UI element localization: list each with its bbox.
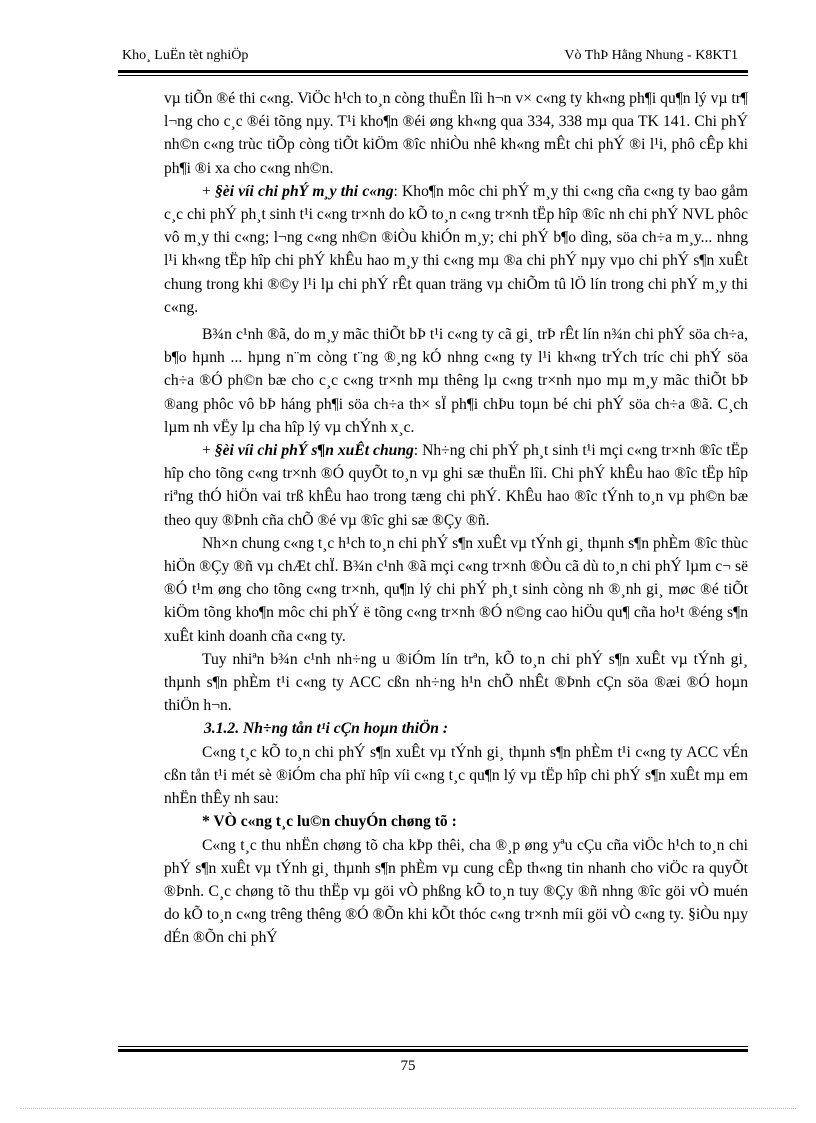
header-right: Vò ThÞ Hằng Nhung - K8KT1: [564, 48, 738, 63]
paragraph: vµ tiÕn ®é thi c«ng. ViÖc h¹ch to¸n còng thuËn lîi h¬n v× c«ng ty kh«ng ph¶i qu¶n lý vµ tr¶ l¬ng cho c¸c ®éi tõng nµy. T¹i kho¶n ®éi øng kh«ng qua 334, 338 mµ qua TK 141. Chi phÝ nh©n c«ng trùc tiÕp còng tiÕt kiÖm ®îc nhiÒu nhê kh«ng mÊt chi phÝ ®i l¹i, phô cÊp khi ph¶i ®i xa cho c«ng nh©n.: [164, 90, 748, 177]
paragraph-emphasis: §èi víi chi phÝ s¶n xuÊt chung: [214, 442, 414, 460]
page-number: 75: [400, 1058, 416, 1074]
paragraph: C«ng t¸c kÕ to¸n chi phÝ s¶n xuÊt vµ tÝnh gi¸ thµnh s¶n phÈm t¹i c«ng ty ACC vÉn cßn tån t¹i mét sè ®iÓm cha phï hîp víi c«ng t¸c qu¶n lý vµ tËp hîp chi phÝ s¶n xuÊt mµ em nhËn thÊy nh sau:: [164, 743, 748, 808]
paragraph-emphasis: §èi víi chi phÝ m¸y thi c«ng: [215, 182, 394, 200]
header-left: Kho¸ LuËn tèt nghiÖp: [122, 48, 249, 63]
paragraph: Nh×n chung c«ng t¸c h¹ch to¸n chi phÝ s¶n xuÊt vµ tÝnh gi¸ thµnh s¶n phÈm ®îc thùc hiÖn ®Çy ®ñ vµ chÆt chÏ. B¾n c¹nh ®ã mçi c«ng tr×nh ®Òu cã dù to¸n chi phÝ lµm c¬ së ®Ó t¹m øng cho tõng c«ng tr×nh, qu¶n lý chi phÝ ph¸t sinh còng nh ®¸nh gi¸ møc ®é tiÕt kiÖm tõng kho¶n môc chi phÝ ë tõng c«ng tr×nh ®Ó n©ng cao hiÖu qu¶ cña ho¹t ®éng s¶n xuÊt kinh doanh cña c«ng ty.: [164, 534, 748, 645]
paragraph: + §èi víi chi phÝ s¶n xuÊt chung: Nh÷ng chi phÝ ph¸t sinh t¹i mçi c«ng tr×nh ®îc tËp hîp cho tõng c«ng tr×nh ®Ó quyÕt to¸n vµ ghi sæ thuËn lîi. Chi phÝ khÊu hao ®îc tËp hîp riªng thÓ hiÖn vai trß khÊu hao trong tæng chi phÝ. KhÊu hao ®îc tÝnh to¸n vµ ph©n bæ theo quy ®Þnh cña chÕ ®é vµ ®îc ghi sæ ®Çy ®ñ.: [164, 442, 748, 529]
header-rule: [118, 70, 748, 76]
paragraph: + §èi víi chi phÝ m¸y thi c«ng: Kho¶n môc chi phÝ m¸y thi c«ng cña c«ng ty bao gåm c¸c chi phÝ ph¸t sinh t¹i c«ng tr×nh do kÕ to¸n c«ng tr×nh tËp hîp ®îc nh chi phÝ NVL phôc vô m¸y thi c«ng; l¬ng c«ng nh©n ®iÒu khiÓn m¸y; chi phÝ b¶o dìng, söa ch÷a m¸y... nhng l¹i kh«ng tËp hîp chi phÝ khÊu hao m¸y thi c«ng mµ ®a chi phÝ nµy vµo chi phÝ s¶n xuÊt chung trong khi ®©y l¹i lµ chi phÝ rÊt quan träng vµ chiÕm tû lÖ lín trong chi phÝ m¸y thi c«ng.: [164, 182, 749, 316]
footer-rule: [118, 1046, 748, 1052]
paragraph: Tuy nhiªn b¾n c¹nh nh÷ng u ®iÓm lín trªn, kÕ to¸n chi phÝ s¶n xuÊt vµ tÝnh gi¸ thµnh s¶n phÈm t¹i c«ng ty ACC cßn nh÷ng h¹n chÕ nhÊt ®Þnh cÇn söa ®æi ®Ó hoµn thiÖn h¬n.: [164, 650, 748, 715]
sub-heading: * VÒ c«ng t¸c lu©n chuyÓn chøng tõ :: [202, 813, 457, 831]
page-edge: [20, 1108, 796, 1109]
section-heading: 3.1.2. Nh÷ng tån t¹i cÇn hoµn thiÖn :: [204, 720, 449, 738]
paragraph: C«ng t¸c thu nhËn chøng tõ cha kÞp thêi, cha ®¸p øng yªu cÇu cña viÖc h¹ch to¸n chi phÝ s¶n xuÊt vµ tÝnh gi¸ thµnh s¶n phÈm vµ cung cÊp th«ng tin nhanh cho viÖc ra quyÕt ®Þnh. C¸c chøng tõ thu thËp vµ göi vÒ phßng kÕ to¸n tuy ®Çy ®ñ nhng ®îc göi vÒ muén do kÕ to¸n c«ng trêng thêng ®Ó ®Õn khi kÕt thóc c«ng tr×nh míi göi vÒ c«ng ty. §iÒu nµy dÉn ®Õn chi phÝ: [164, 836, 748, 947]
paragraph: B¾n c¹nh ®ã, do m¸y mãc thiÕt bÞ t¹i c«ng ty cã gi¸ trÞ rÊt lín n¾n chi phÝ söa ch÷a, b¶o hµnh ... hµng n¨m còng t¨ng ®¸ng kÓ nhng c«ng ty l¹i kh«ng trÝch tríc chi phÝ söa ch÷a ®Ó ph©n bæ cho c¸c c«ng tr×nh mµ thêng lµ c«ng tr×nh nµo mµ m¸y mãc thiÕt bÞ ®ang phôc vô bÞ háng ph¶i söa ch÷a th× sÏ ph¶i chÞu toµn bé chi phÝ söa ch÷a ®ã. C¸ch lµm nh vËy lµ cha hîp lý vµ chÝnh x¸c.: [164, 326, 748, 436]
body-text: [164, 87, 748, 950]
